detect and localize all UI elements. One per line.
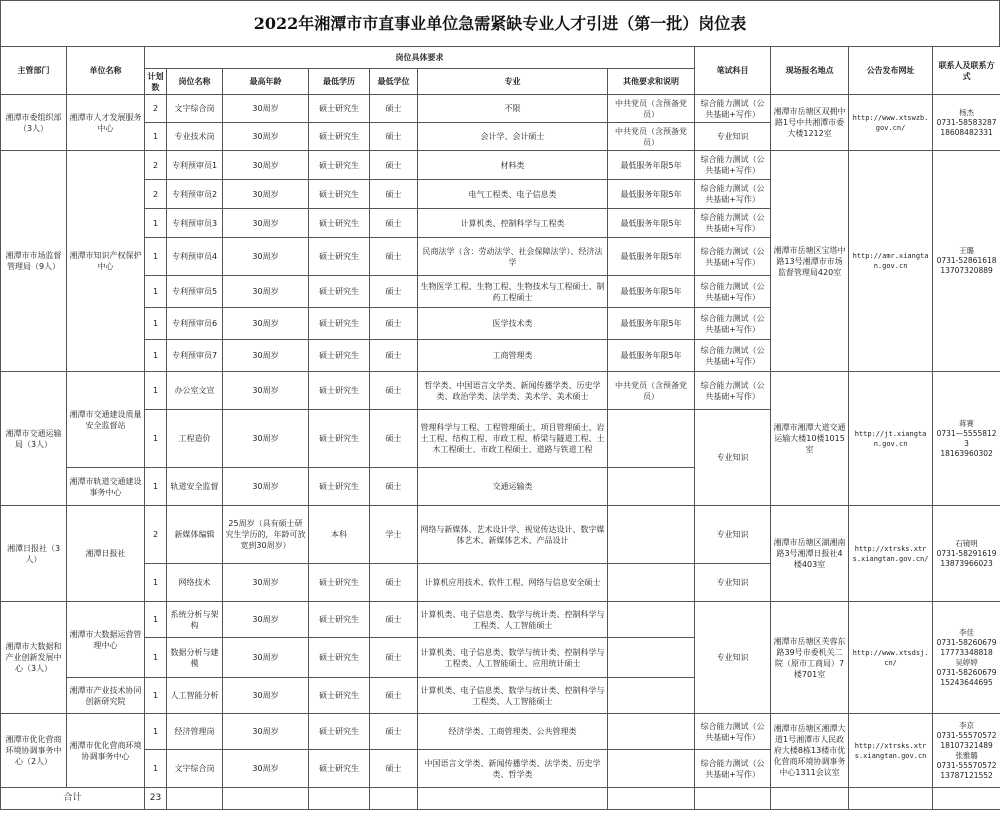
count-cell: 1: [145, 468, 167, 506]
edu-cell: 硕士研究生: [309, 602, 370, 638]
header-contact: 联系人及联系方式: [933, 47, 1000, 95]
degree-cell: 硕士: [370, 410, 418, 468]
major-cell: 计算机类、控制科学与工程类: [418, 209, 608, 238]
age-cell: 30周岁: [223, 209, 309, 238]
other-cell: 最低服务年限5年: [608, 308, 695, 340]
unit-cell: 湘潭市人才发展服务中心: [67, 95, 145, 151]
unit-cell: 湘潭日报社: [67, 506, 145, 602]
dept-cell: 湘潭市交通运输局（3人）: [1, 372, 67, 506]
other-cell: 最低服务年限5年: [608, 209, 695, 238]
count-cell: 1: [145, 678, 167, 714]
empty-cell: [309, 788, 370, 810]
post-cell: 轨道安全监督: [167, 468, 223, 506]
edu-cell: 硕士研究生: [309, 340, 370, 372]
post-cell: 文字综合岗: [167, 95, 223, 123]
count-cell: 1: [145, 209, 167, 238]
contact-cell: 杨杰 0731-58583287 18608482331: [933, 95, 1000, 151]
post-cell: 新媒体编辑: [167, 506, 223, 564]
web-link[interactable]: http://www.xtswzb.gov.cn/: [849, 95, 933, 151]
major-cell: 民商法学（含：劳动法学、社会保障法学）、经济法学: [418, 238, 608, 276]
degree-cell: 硕士: [370, 564, 418, 602]
major-cell: 材料类: [418, 151, 608, 180]
exam-cell: 综合能力测试（公共基础+写作）: [695, 151, 771, 180]
contact-cell: 石镜明 0731-58291619 13873966023: [933, 506, 1000, 602]
age-cell: 30周岁: [223, 468, 309, 506]
dept-cell: 湘潭市市场监督管理局（9人）: [1, 151, 67, 372]
edu-cell: 硕士研究生: [309, 209, 370, 238]
count-cell: 1: [145, 750, 167, 788]
dept-cell: 湘潭日报社（3人）: [1, 506, 67, 602]
degree-cell: 硕士: [370, 180, 418, 209]
post-cell: 专利预审员4: [167, 238, 223, 276]
edu-cell: 硕士研究生: [309, 123, 370, 151]
degree-cell: 硕士: [370, 678, 418, 714]
major-cell: 工商管理类: [418, 340, 608, 372]
age-cell: 30周岁: [223, 151, 309, 180]
degree-cell: 硕士: [370, 151, 418, 180]
major-cell: 医学技术类: [418, 308, 608, 340]
post-cell: 专利预审员7: [167, 340, 223, 372]
degree-cell: 硕士: [370, 602, 418, 638]
unit-cell: 湘潭市知识产权保护中心: [67, 151, 145, 372]
dept-cell: 湘潭市优化营商环境协调事务中心（2人）: [1, 714, 67, 788]
other-cell: [608, 750, 695, 788]
degree-cell: 硕士: [370, 123, 418, 151]
header-edu: 最低学历: [309, 69, 370, 95]
degree-cell: 硕士: [370, 638, 418, 678]
post-cell: 专利预审员6: [167, 308, 223, 340]
contact-cell: 李佳 0731-58260679 17773348818 吴婷婷 0731-58260679 15243644695: [933, 602, 1000, 714]
site-cell: 湘潭市湘潭大道交通运输大楼10楼1015室: [771, 372, 849, 506]
post-cell: 专利预审员3: [167, 209, 223, 238]
count-cell: 2: [145, 506, 167, 564]
edu-cell: 硕士研究生: [309, 564, 370, 602]
unit-cell: 湘潭市产业技术协同创新研究院: [67, 678, 145, 714]
degree-cell: 硕士: [370, 95, 418, 123]
other-cell: [608, 602, 695, 638]
other-cell: 最低服务年限5年: [608, 151, 695, 180]
major-cell: 计算机类、电子信息类、数学与统计类、控制科学与工程类、人工智能硕士: [418, 678, 608, 714]
site-cell: 湘潭市岳塘区宝塔中路13号湘潭市市场监督管理局420室: [771, 151, 849, 372]
edu-cell: 硕士研究生: [309, 750, 370, 788]
post-cell: 数据分析与建模: [167, 638, 223, 678]
exam-cell: 专业知识: [695, 410, 771, 506]
degree-cell: 硕士: [370, 750, 418, 788]
header-exam: 笔试科目: [695, 47, 771, 95]
major-cell: 交通运输类: [418, 468, 608, 506]
exam-cell: 综合能力测试（公共基础+写作）: [695, 340, 771, 372]
table-row: [1, 95, 1000, 123]
header-post: 岗位名称: [167, 69, 223, 95]
site-cell: 湘潭市岳塘区双拥中路1号中共湘潭市委大楼1212室: [771, 95, 849, 151]
exam-cell: 综合能力测试（公共基础+写作）: [695, 714, 771, 750]
post-cell: 人工智能分析: [167, 678, 223, 714]
count-cell: 1: [145, 238, 167, 276]
contact-cell: 李京 0731-55570572 18107321489 张雅璐 0731-55570572 13787121552: [933, 714, 1000, 788]
age-cell: 30周岁: [223, 564, 309, 602]
header-other: 其他要求和说明: [608, 69, 695, 95]
total-row: [1, 788, 1000, 810]
count-cell: 1: [145, 714, 167, 750]
edu-cell: 硕士研究生: [309, 372, 370, 410]
other-cell: [608, 564, 695, 602]
page-title: 2022年湘潭市市直事业单位急需紧缺专业人才引进（第一批）岗位表: [0, 0, 1000, 46]
header-unit: 单位名称: [67, 47, 145, 95]
empty-cell: [608, 788, 695, 810]
age-cell: 30周岁: [223, 410, 309, 468]
empty-cell: [167, 788, 223, 810]
age-cell: 30周岁: [223, 340, 309, 372]
exam-cell: 综合能力测试（公共基础+写作）: [695, 750, 771, 788]
exam-cell: 综合能力测试（公共基础+写作）: [695, 180, 771, 209]
other-cell: 中共党员（含预备党员）: [608, 372, 695, 410]
post-cell: 专利预审员1: [167, 151, 223, 180]
empty-cell: [771, 788, 849, 810]
count-cell: 1: [145, 276, 167, 308]
web-link[interactable]: http://www.xtsdsj.cn/: [849, 602, 933, 714]
major-cell: 中国语言文学类、新闻传播学类、法学类、历史学类、哲学类: [418, 750, 608, 788]
edu-cell: 硕士研究生: [309, 714, 370, 750]
other-cell: [608, 714, 695, 750]
major-cell: 网络与新媒体、艺术设计学、视觉传达设计、数字媒体艺术、新媒体艺术、产品设计: [418, 506, 608, 564]
header-age: 最高年龄: [223, 69, 309, 95]
age-cell: 30周岁: [223, 123, 309, 151]
degree-cell: 硕士: [370, 714, 418, 750]
other-cell: 最低服务年限5年: [608, 180, 695, 209]
post-cell: 经济管理岗: [167, 714, 223, 750]
degree-cell: 硕士: [370, 372, 418, 410]
post-cell: 网络技术: [167, 564, 223, 602]
empty-cell: [370, 788, 418, 810]
table-row: [1, 151, 1000, 180]
age-cell: 30周岁: [223, 372, 309, 410]
table-row: [1, 602, 1000, 638]
other-cell: 最低服务年限5年: [608, 276, 695, 308]
age-cell: 30周岁: [223, 238, 309, 276]
edu-cell: 硕士研究生: [309, 151, 370, 180]
unit-cell: 湘潭市轨道交通建设事务中心: [67, 468, 145, 506]
contact-cell: 王璐 0731-52861618 13707320889: [933, 151, 1000, 372]
total-label: 合计: [1, 788, 145, 810]
post-cell: 工程造价: [167, 410, 223, 468]
major-cell: 计算机应用技术、软件工程、网络与信息安全硕士: [418, 564, 608, 602]
exam-cell: 综合能力测试（公共基础+写作）: [695, 276, 771, 308]
empty-cell: [933, 788, 1000, 810]
age-cell: 30周岁: [223, 750, 309, 788]
major-cell: 电气工程类、电子信息类: [418, 180, 608, 209]
site-cell: 湘潭市岳塘区芙蓉东路39号市委机关二院（原市工商局）7楼701室: [771, 602, 849, 714]
table-row: [1, 714, 1000, 750]
other-cell: [608, 638, 695, 678]
post-cell: 办公室文宣: [167, 372, 223, 410]
header-count: 计划数: [145, 69, 167, 95]
age-cell: 30周岁: [223, 95, 309, 123]
edu-cell: 硕士研究生: [309, 180, 370, 209]
table-row: [1, 372, 1000, 410]
count-cell: 1: [145, 638, 167, 678]
major-cell: 管理科学与工程、工程管理硕士、项目管理硕士、岩土工程、结构工程、市政工程、桥梁与隧道工程、土木工程硕士、市政工程硕士、道路与铁道工程: [418, 410, 608, 468]
other-cell: [608, 410, 695, 468]
age-cell: 25周岁（具有硕士研究生学历的，年龄可放宽到30周岁）: [223, 506, 309, 564]
age-cell: 30周岁: [223, 308, 309, 340]
header-dept: 主管部门: [1, 47, 67, 95]
exam-cell: 综合能力测试（公共基础+写作）: [695, 95, 771, 123]
header-major: 专业: [418, 69, 608, 95]
exam-cell: 综合能力测试（公共基础+写作）: [695, 209, 771, 238]
other-cell: 中共党员（含预备党员）: [608, 123, 695, 151]
age-cell: 30周岁: [223, 602, 309, 638]
edu-cell: 硕士研究生: [309, 238, 370, 276]
other-cell: [608, 468, 695, 506]
table-row: [1, 506, 1000, 564]
edu-cell: 硕士研究生: [309, 276, 370, 308]
degree-cell: 硕士: [370, 209, 418, 238]
age-cell: 30周岁: [223, 276, 309, 308]
age-cell: 30周岁: [223, 714, 309, 750]
degree-cell: 硕士: [370, 238, 418, 276]
dept-cell: 湘潭市委组织部（3人）: [1, 95, 67, 151]
edu-cell: 硕士研究生: [309, 410, 370, 468]
edu-cell: 硕士研究生: [309, 95, 370, 123]
count-cell: 1: [145, 372, 167, 410]
major-cell: 生物医学工程、生物工程、生物技术与工程硕士、制药工程硕士: [418, 276, 608, 308]
dept-cell: 湘潭市大数据和产业创新发展中心（3人）: [1, 602, 67, 714]
count-cell: 2: [145, 151, 167, 180]
web-link[interactable]: http://xtrsks.xtrs.xiangtan.gov.cn: [849, 714, 933, 788]
other-cell: 最低服务年限5年: [608, 238, 695, 276]
major-cell: 经济学类、工商管理类、公共管理类: [418, 714, 608, 750]
count-cell: 1: [145, 340, 167, 372]
total-count: 23: [145, 788, 167, 810]
edu-cell: 硕士研究生: [309, 678, 370, 714]
site-cell: 湘潭市岳塘区湖湘南路3号湘潭日报社4楼403室: [771, 506, 849, 602]
edu-cell: 硕士研究生: [309, 468, 370, 506]
count-cell: 1: [145, 308, 167, 340]
count-cell: 1: [145, 564, 167, 602]
age-cell: 30周岁: [223, 638, 309, 678]
count-cell: 1: [145, 123, 167, 151]
count-cell: 2: [145, 95, 167, 123]
header-degree: 最低学位: [370, 69, 418, 95]
edu-cell: 本科: [309, 506, 370, 564]
post-cell: 文字综合岗: [167, 750, 223, 788]
empty-cell: [418, 788, 608, 810]
header-site: 现场报名地点: [771, 47, 849, 95]
web-link[interactable]: http://xtrsks.xtrs.xiangtan.gov.cn/: [849, 506, 933, 602]
unit-cell: 湘潭市大数据运营管理中心: [67, 602, 145, 678]
edu-cell: 硕士研究生: [309, 638, 370, 678]
major-cell: 计算机类、电子信息类、数学与统计类、控制科学与工程类、人工智能硕士、应用统计硕士: [418, 638, 608, 678]
header-requirements: 岗位具体要求: [145, 47, 695, 69]
web-link[interactable]: http://jt.xiangtan.gov.cn: [849, 372, 933, 506]
exam-cell: 综合能力测试（公共基础+写作）: [695, 372, 771, 410]
exam-cell: 专业知识: [695, 123, 771, 151]
post-cell: 系统分析与架构: [167, 602, 223, 638]
header-web: 公告发布网址: [849, 47, 933, 95]
exam-cell: 综合能力测试（公共基础+写作）: [695, 238, 771, 276]
contact-cell: 蒋赛 0731—55558123 18163960302: [933, 372, 1000, 506]
major-cell: 计算机类、电子信息类、数学与统计类、控制科学与工程类、人工智能硕士: [418, 602, 608, 638]
exam-cell: 专业知识: [695, 602, 771, 714]
major-cell: 会计学、会计硕士: [418, 123, 608, 151]
degree-cell: 硕士: [370, 276, 418, 308]
post-cell: 专利预审员5: [167, 276, 223, 308]
web-link[interactable]: http://amr.xiangtan.gov.cn: [849, 151, 933, 372]
other-cell: [608, 506, 695, 564]
post-cell: 专利预审员2: [167, 180, 223, 209]
count-cell: 1: [145, 410, 167, 468]
major-cell: 不限: [418, 95, 608, 123]
age-cell: 30周岁: [223, 180, 309, 209]
post-cell: 专业技术岗: [167, 123, 223, 151]
exam-cell: 综合能力测试（公共基础+写作）: [695, 308, 771, 340]
degree-cell: 硕士: [370, 340, 418, 372]
degree-cell: 硕士: [370, 308, 418, 340]
empty-cell: [849, 788, 933, 810]
site-cell: 湘潭市岳塘区湘潭大道1号湘潭市人民政府大楼8栋13楼市优化营商环境协调事务中心1311会议室: [771, 714, 849, 788]
empty-cell: [223, 788, 309, 810]
exam-cell: 专业知识: [695, 564, 771, 602]
major-cell: 哲学类、中国语言文学类、新闻传播学类、历史学类、政治学类、法学类、美术学、美术硕士: [418, 372, 608, 410]
positions-table: [0, 46, 1000, 810]
count-cell: 2: [145, 180, 167, 209]
count-cell: 1: [145, 602, 167, 638]
edu-cell: 硕士研究生: [309, 308, 370, 340]
other-cell: 最低服务年限5年: [608, 340, 695, 372]
empty-cell: [695, 788, 771, 810]
unit-cell: 湘潭市交通建设质量安全监督站: [67, 372, 145, 468]
other-cell: 中共党员（含预备党员）: [608, 95, 695, 123]
other-cell: [608, 678, 695, 714]
unit-cell: 湘潭市优化营商环境协调事务中心: [67, 714, 145, 788]
degree-cell: 学士: [370, 506, 418, 564]
exam-cell: 专业知识: [695, 506, 771, 564]
age-cell: 30周岁: [223, 678, 309, 714]
degree-cell: 硕士: [370, 468, 418, 506]
